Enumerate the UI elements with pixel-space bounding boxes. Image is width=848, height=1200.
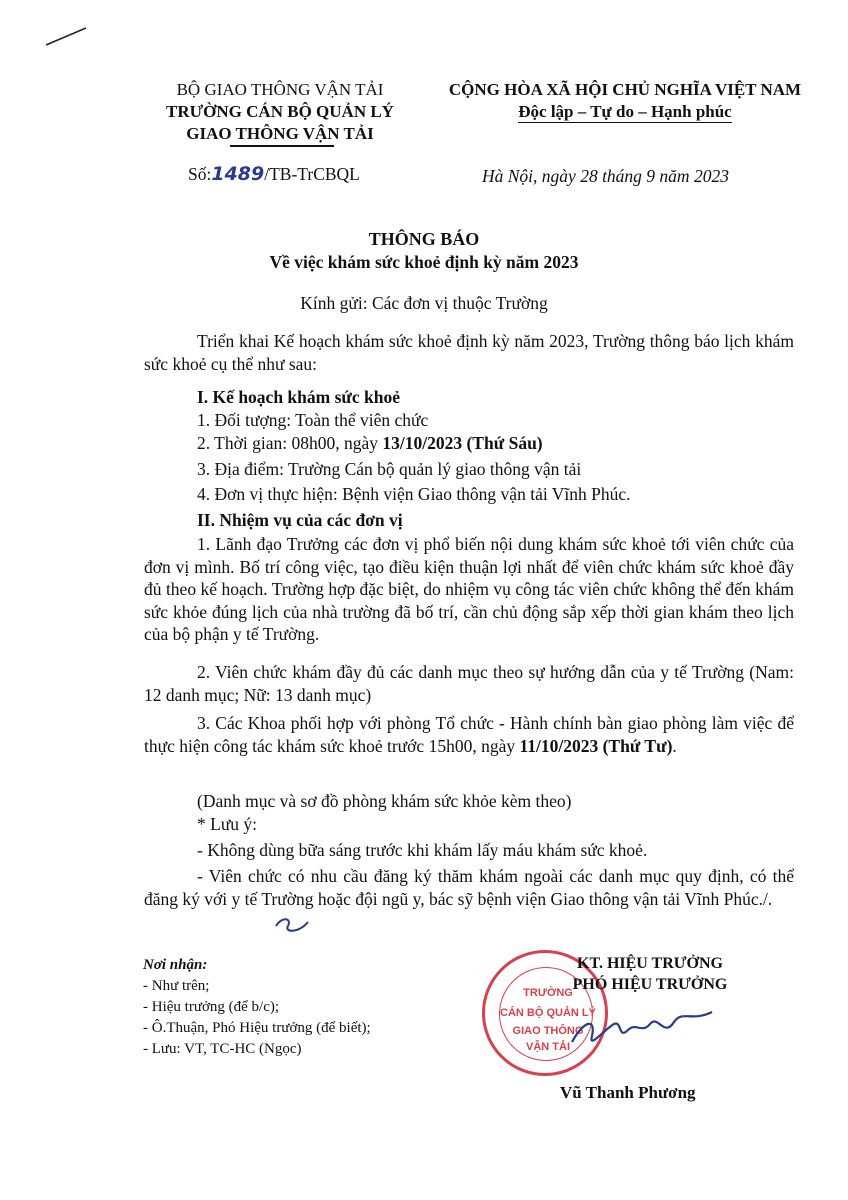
note-2: - Viên chức có nhu cầu đăng ký thăm khám ngoài các danh mục quy định, có thể đăng ký với y tế Trường hoặc đội ngũ y, bác sỹ bệnh viện Giao thông vận tải Vĩnh Phúc./.: [144, 866, 794, 909]
p3-day: (Thứ Tư): [602, 735, 673, 756]
recipient-item: - Lưu: VT, TC-HC (Ngọc): [143, 1041, 302, 1057]
stamp-line4: VẬN TẢI: [526, 1041, 570, 1053]
ministry-name: BỘ GIAO THÔNG VẬN TẢI: [176, 80, 384, 99]
header-right: [425, 79, 825, 123]
p3-date: 11/10/2023: [519, 735, 599, 756]
section1-item3: 3. Địa điểm: Trường Cán bộ quản lý giao thông vận tải: [197, 459, 582, 479]
note-1: - Không dùng bữa sáng trước khi khám lấy máu khám sức khoẻ.: [197, 840, 648, 860]
stamp-line2: CÁN BỘ QUẢN LÝ: [500, 1007, 596, 1019]
signer-name: Vũ Thanh Phương: [560, 1083, 696, 1102]
item2-date: 13/10/2023: [382, 433, 463, 453]
stamp-line3: GIAO THÔNG: [512, 1025, 584, 1037]
recipient-item: - Hiệu trưởng (để b/c);: [143, 999, 280, 1015]
initial-mark: [272, 910, 312, 940]
section1-heading: I. Kế hoạch khám sức khoẻ: [197, 387, 401, 407]
recipients-heading: Nơi nhận:: [143, 957, 208, 973]
number-suffix: /TB-TrCBQL: [264, 164, 360, 184]
number-handwritten: 1489: [211, 163, 265, 185]
signature-line2: PHÓ HIỆU TRƯỞNG: [572, 976, 728, 993]
recipients: [143, 955, 371, 1060]
recipient-item: - Ô.Thuận, Phó Hiệu trưởng (để biết);: [143, 1020, 371, 1036]
section1-item1: 1. Đối tượng: Toàn thể viên chức: [197, 410, 429, 430]
stamp-line1: TRƯỜNG: [523, 987, 573, 999]
salutation: Kính gửi: Các đơn vị thuộc Trường: [300, 293, 548, 313]
section1-item2: [197, 432, 543, 455]
title-subject: Về việc khám sức khoẻ định kỳ năm 2023: [269, 252, 579, 272]
header-left-divider: [230, 145, 334, 147]
section2-paragraph3: [144, 712, 794, 757]
item2-day: (Thứ Sáu): [466, 433, 543, 453]
school-name-line1: TRƯỜNG CÁN BỘ QUẢN LÝ: [166, 102, 394, 121]
scan-mark-line: [40, 20, 90, 50]
attachment-note: (Danh mục và sơ đồ phòng khám sức khỏe kèm theo): [197, 791, 572, 811]
recipient-item: - Như trên;: [143, 978, 210, 994]
item2-prefix: 2. Thời gian: 08h00, ngày: [197, 433, 383, 453]
note-label: * Lưu ý:: [197, 814, 258, 834]
place-date: Hà Nội, ngày 28 tháng 9 năm 2023: [482, 166, 729, 186]
motto: Độc lập – Tự do – Hạnh phúc: [518, 102, 732, 121]
school-name-line2: GIAO THÔNG VẬN TẢI: [186, 124, 374, 143]
section2-paragraph2: 2. Viên chức khám đầy đủ các danh mục theo sự hướng dẫn của y tế Trường (Nam: 12 danh mục; Nữ: 13 danh mục): [144, 662, 794, 705]
p3-end: .: [672, 735, 677, 756]
intro-paragraph: Triển khai Kế hoạch khám sức khoẻ định kỳ năm 2023, Trường thông báo lịch khám sức khoẻ cụ thể như sau:: [144, 331, 794, 374]
signature-title: [550, 953, 750, 995]
country-name: CỘNG HÒA XÃ HỘI CHỦ NGHĨA VIỆT NAM: [448, 80, 802, 99]
section2-heading: II. Nhiệm vụ của các đơn vị: [197, 510, 403, 530]
title-main: THÔNG BÁO: [368, 229, 480, 249]
document-number: [188, 163, 360, 186]
number-prefix: Số:: [188, 164, 212, 184]
handwritten-signature: [566, 1000, 716, 1060]
section2-paragraph1: 1. Lãnh đạo Trưởng các đơn vị phổ biến nội dung khám sức khoẻ tới viên chức của đơn vị mình. Bố trí công việc, tạo điều kiện thuận lợi nhất để viên chức khám sức khoẻ đầy đủ theo kế hoạch. Trường hợp đặc biệt, do nhiệm vụ công tác viên chức không thể đến khám sức khỏe đúng lịch của nhà trường đã bố trí, cần chủ động sắp xếp thời gian khám theo lịch của bộ phận y tế Trường.: [144, 534, 794, 644]
header-left: [135, 79, 425, 145]
section1-item4: 4. Đơn vị thực hiện: Bệnh viện Giao thông vận tải Vĩnh Phúc.: [197, 484, 631, 504]
signature-line1: KT. HIỆU TRƯỞNG: [577, 955, 723, 972]
p3-text: 3. Các Khoa phối hợp với phòng Tổ chức - Hành chính bàn giao phòng làm việc để thực hiện công tác khám sức khoẻ trước 15h00, ngày: [144, 713, 794, 756]
